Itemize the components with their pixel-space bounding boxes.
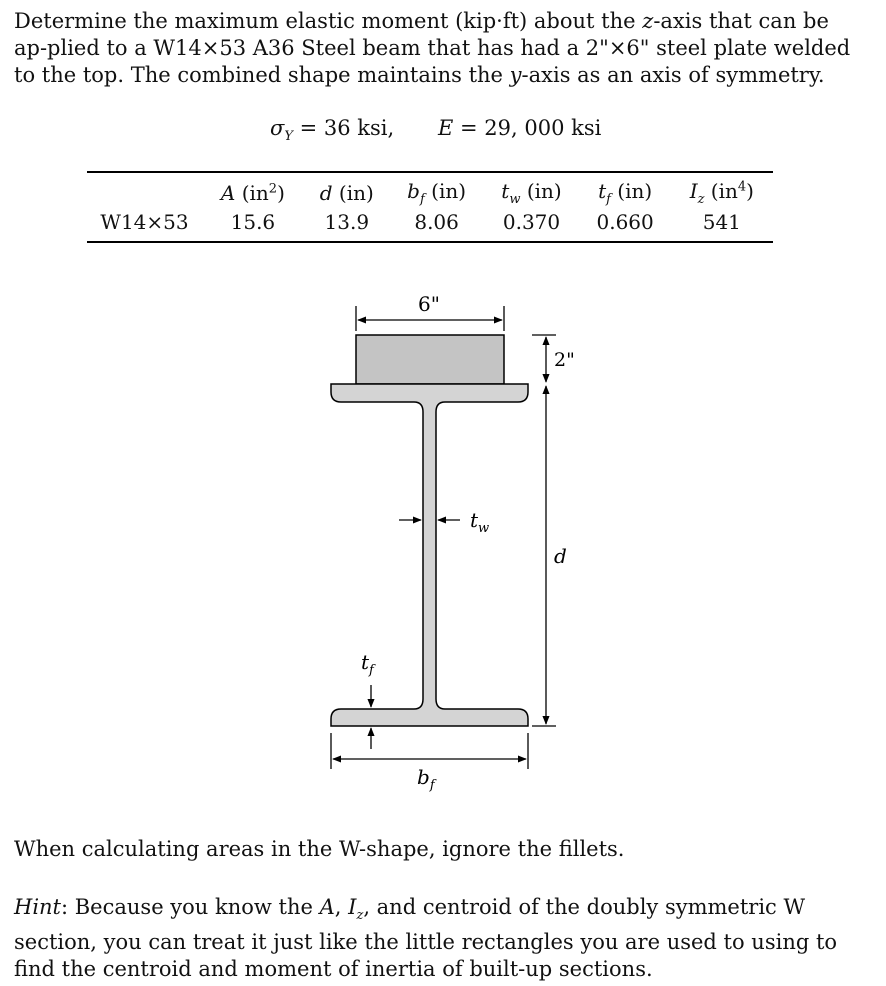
elastic-modulus: E = 29, 000 ksi bbox=[438, 116, 602, 140]
web-thickness-label: $t_w$ bbox=[470, 508, 490, 536]
w-shape-section bbox=[331, 384, 528, 726]
header-web-thickness: $t_w$ (in) bbox=[501, 178, 562, 207]
cell-flange-width: 8.06 bbox=[414, 209, 459, 234]
fillet-note: When calculating areas in the W-shape, ignore the fillets. bbox=[14, 837, 625, 861]
header-moment-of-inertia: $I_z$ $(in^4)$ bbox=[689, 178, 754, 207]
header-flange-width: $b_f$ (in) bbox=[407, 178, 467, 207]
steel-plate bbox=[356, 335, 504, 384]
cell-area: 15.6 bbox=[230, 209, 276, 234]
cell-web-thickness: 0.370 bbox=[502, 209, 561, 234]
flange-thickness-label: $t_f$ bbox=[361, 650, 374, 678]
hint-paragraph: Hint: Because you know the A, $I_z$, and centroid of the doubly symmetric W section, you can treat it just like the little rectangles you are used to using to find the centroid and moment of inertia of built-up sections. bbox=[14, 895, 838, 982]
cell-moment-of-inertia: 541 bbox=[702, 209, 741, 234]
plate-width-label: 6" bbox=[418, 292, 440, 316]
header-depth: d (in) bbox=[319, 180, 374, 205]
cell-depth: 13.9 bbox=[324, 209, 370, 234]
cell-flange-thickness: 0.660 bbox=[596, 209, 654, 234]
depth-label: d bbox=[554, 544, 567, 568]
header-area: A $(in^2)$ bbox=[220, 180, 285, 205]
problem-statement: Determine the maximum elastic moment (kip·ft) about the z-axis that can be ap-plied to a W14×53 A36 Steel beam that has had a 2"×6" steel plate welded to the top. The combined shape maintains the y-axis as an axis of symmetry. bbox=[14, 9, 851, 87]
header-flange-thickness: $t_f$ (in) bbox=[598, 178, 653, 207]
cell-designation: W14×53 bbox=[100, 209, 189, 234]
flange-width-label: $b_f$ bbox=[417, 765, 435, 793]
plate-height-label: 2" bbox=[554, 349, 575, 371]
yield-stress: $\sigma_Y = 36$ ksi, bbox=[270, 116, 395, 145]
